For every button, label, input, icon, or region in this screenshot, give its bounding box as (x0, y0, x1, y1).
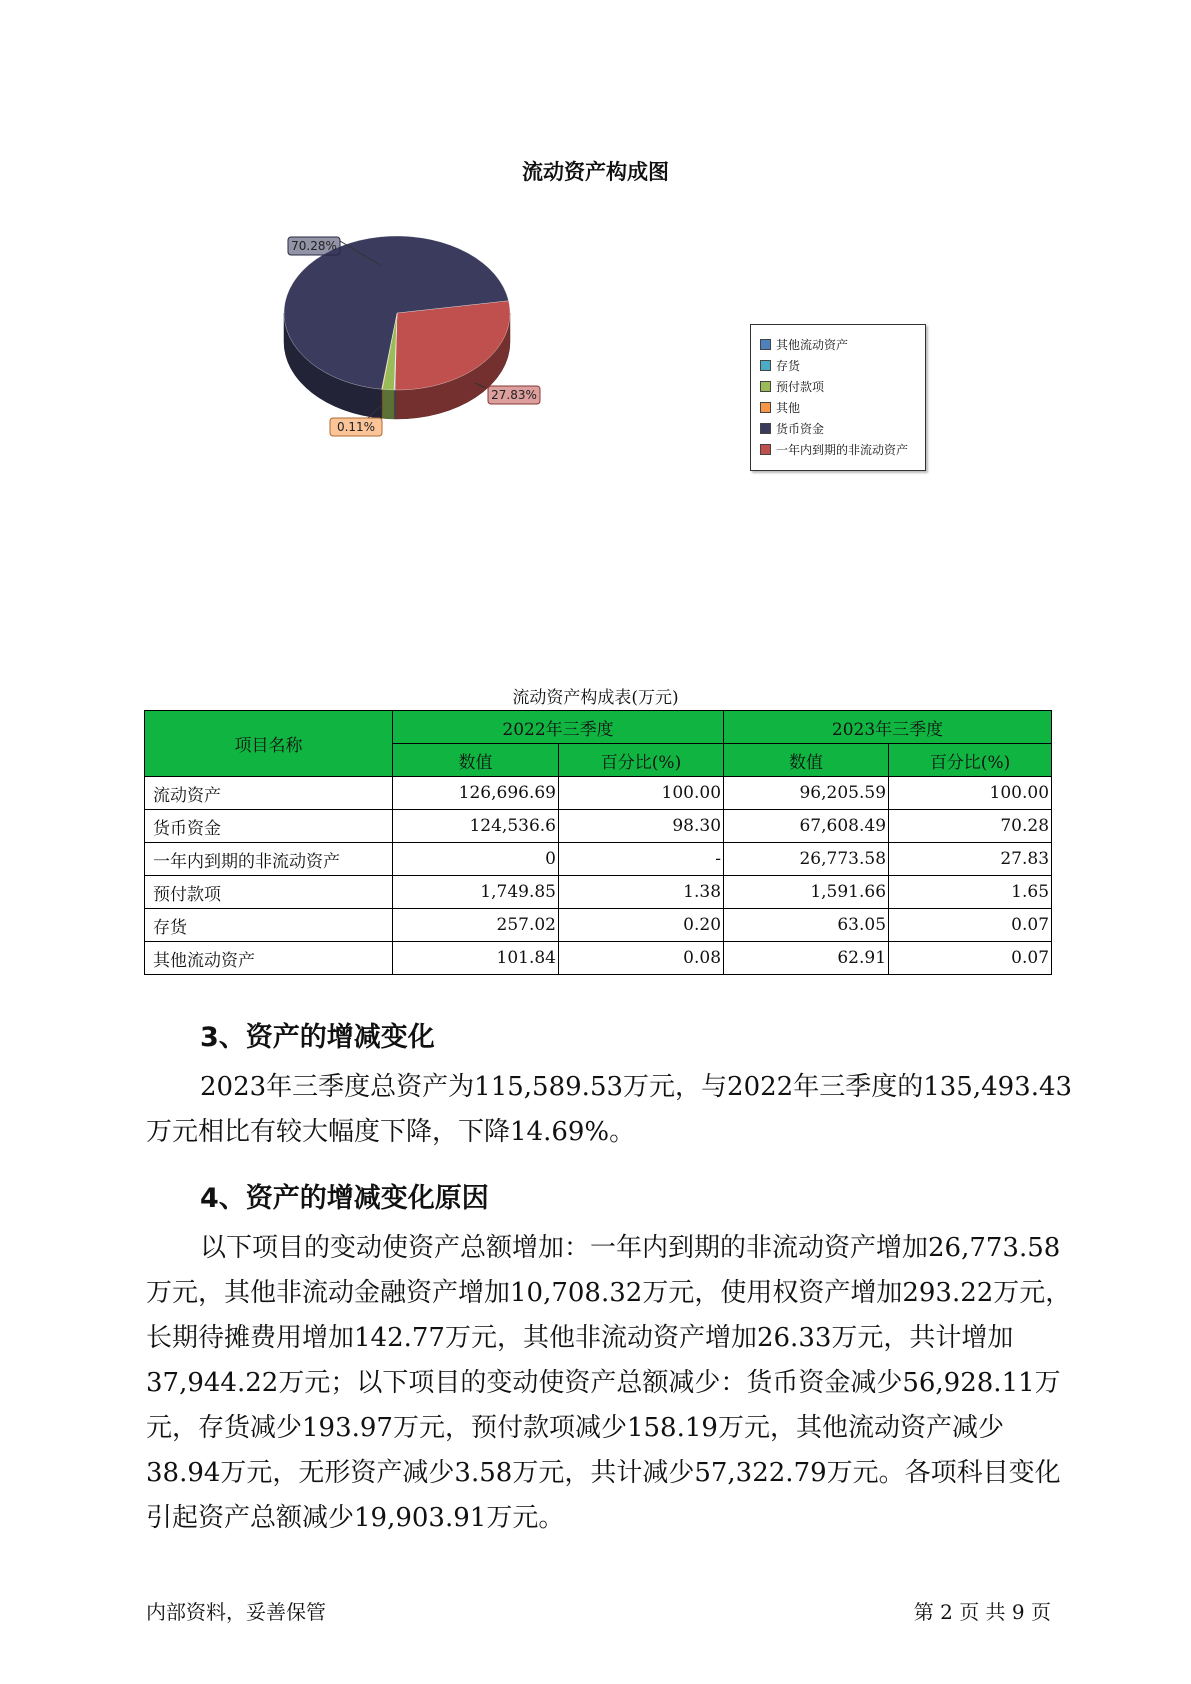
chart-title: 流动资产构成图 (522, 160, 669, 184)
header-period-2022: 2022年三季度 (393, 711, 724, 744)
table-row (145, 942, 1052, 975)
legend-item (760, 355, 925, 376)
row-pct-2022: 0.20 (559, 909, 724, 942)
table-caption: 流动资产构成表(万元) (512, 688, 679, 708)
row-name: 流动资产 (145, 777, 393, 810)
table-row (145, 810, 1052, 843)
row-value-2023: 1,591.66 (724, 876, 889, 909)
section4-heading: 4、资产的增减变化原因 (200, 1183, 489, 1214)
row-value-2022: 124,536.6 (393, 810, 559, 843)
row-name: 一年内到期的非流动资产 (145, 843, 393, 876)
header-value-2022: 数值 (393, 744, 559, 777)
legend-label: 一年内到期的非流动资产 (776, 442, 909, 457)
row-pct-2023: 0.07 (889, 942, 1052, 975)
legend-label: 预付款项 (776, 379, 825, 394)
row-name: 其他流动资产 (145, 942, 393, 975)
legend-swatch (760, 339, 771, 350)
row-pct-2023: 70.28 (889, 810, 1052, 843)
row-value-2023: 62.91 (724, 942, 889, 975)
table-row (145, 777, 1052, 810)
current-assets-table (144, 710, 1052, 975)
row-value-2023: 63.05 (724, 909, 889, 942)
legend-label: 存货 (776, 358, 801, 373)
footer-confidential: 内部资料，妥善保管 (146, 1600, 326, 1624)
legend-swatch (760, 402, 771, 413)
legend-item (760, 376, 925, 397)
row-name: 货币资金 (145, 810, 393, 843)
section4-text: 以下项目的变动使资产总额增加：一年内到期的非流动资产增加26,773.58万元，其他非流动金融资产增加10,708.32万元，使用权资产增加293.22万元，长期待摊费用增加142.77万元，其他非流动资产增加26.33万元，共计增加37,944.22万元；以下项目的变动使资产总额减少：货币资金减少56,928.11万元，存货减少193.97万元，预付款项减少158.19万元，其他流动资产减少38.94万元，无形资产减少3.58万元，共计减少57,322.79万元。各项科目变化引起资产总额减少19,903.91万元。 (146, 1233, 1072, 1533)
legend-label: 货币资金 (776, 421, 825, 436)
section3-text: 2023年三季度总资产为115,589.53万元，与2022年三季度的135,493.43万元相比有较大幅度下降，下降14.69%。 (146, 1072, 1073, 1147)
row-pct-2023: 0.07 (889, 909, 1052, 942)
pie-chart (270, 225, 590, 465)
row-value-2022: 126,696.69 (393, 777, 559, 810)
row-value-2023: 96,205.59 (724, 777, 889, 810)
legend-label: 其他流动资产 (776, 337, 849, 352)
row-value-2023: 67,608.49 (724, 810, 889, 843)
legend-swatch (760, 423, 771, 434)
row-pct-2022: 98.30 (559, 810, 724, 843)
legend-item (760, 334, 925, 355)
row-name: 存货 (145, 909, 393, 942)
row-value-2022: 1,749.85 (393, 876, 559, 909)
header-value-2023: 数值 (724, 744, 889, 777)
table-row (145, 843, 1052, 876)
header-pct-2023: 百分比(%) (889, 744, 1052, 777)
chart-legend (750, 324, 926, 471)
row-value-2022: 101.84 (393, 942, 559, 975)
header-pct-2022: 百分比(%) (559, 744, 724, 777)
row-value-2023: 26,773.58 (724, 843, 889, 876)
row-value-2022: 0 (393, 843, 559, 876)
row-name: 预付款项 (145, 876, 393, 909)
pie-data-label-text: 27.83% (491, 388, 537, 402)
row-pct-2022: 1.38 (559, 876, 724, 909)
legend-label: 其他 (776, 400, 801, 415)
row-pct-2022: 100.00 (559, 777, 724, 810)
legend-swatch (760, 381, 771, 392)
row-pct-2022: 0.08 (559, 942, 724, 975)
header-item-name: 项目名称 (145, 711, 393, 777)
pie-data-label (330, 418, 382, 436)
pie-slice-side (382, 389, 394, 419)
footer-page-number: 第 2 页 共 9 页 (913, 1600, 1051, 1624)
pie-data-label-text: 70.28% (291, 239, 337, 253)
legend-item (760, 439, 925, 460)
table-row (145, 909, 1052, 942)
legend-item (760, 418, 925, 439)
row-pct-2022: - (559, 843, 724, 876)
pie-data-label (288, 237, 340, 255)
legend-item (760, 397, 925, 418)
legend-swatch (760, 360, 771, 371)
section3-heading: 3、资产的增减变化 (200, 1022, 435, 1053)
row-pct-2023: 27.83 (889, 843, 1052, 876)
header-period-2023: 2023年三季度 (724, 711, 1052, 744)
row-pct-2023: 100.00 (889, 777, 1052, 810)
legend-swatch (760, 444, 771, 455)
pie-data-label (488, 386, 540, 404)
row-value-2022: 257.02 (393, 909, 559, 942)
table-row (145, 876, 1052, 909)
row-pct-2023: 1.65 (889, 876, 1052, 909)
pie-data-label-text: 0.11% (336, 420, 376, 434)
